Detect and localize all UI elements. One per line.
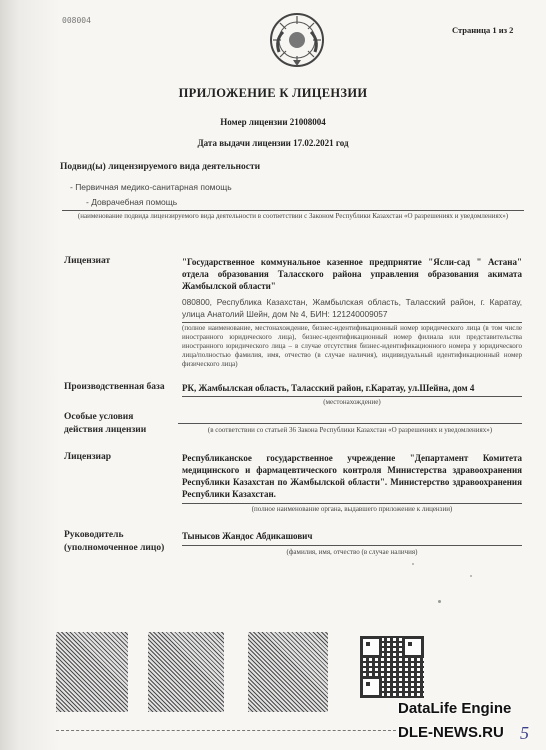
- subtype-item-prehospital: - Доврачебная помощь: [86, 197, 178, 207]
- issue-date: Дата выдачи лицензии 17.02.2021 год: [197, 138, 349, 148]
- divider: [182, 322, 522, 323]
- watermark-line2: DLE-NEWS.RU: [398, 724, 504, 741]
- subtype-item-primary-care: - Первичная медико-санитарная помощь: [70, 182, 232, 192]
- divider: [182, 545, 522, 546]
- scan-speck: [438, 600, 441, 603]
- divider: [182, 396, 522, 397]
- qr-code-icon: [360, 636, 424, 698]
- licensee-caption: (полное наименование, местонахождение, бизнес-идентификационный номер юридического лица (в том числе иностранного юридического лица), бизнес-идентификационный номер филиала или представительства иностранного юридического лица – в случае отсутствия бизнес-идентификационного номера у юридического лица/полностью фамилия, имя, отчество (в случае наличия), индивидуальный идентификационный номер физического лица): [182, 324, 522, 368]
- scan-speck: [412, 563, 414, 565]
- head-label-1: Руководитель: [64, 530, 124, 540]
- document-code: 008004: [62, 16, 91, 25]
- security-pattern-block: [248, 632, 328, 712]
- license-number: Номер лицензии 21008004: [220, 117, 326, 127]
- licensee-name: "Государственное коммунальное казенное предприятие "Ясли-сад " Астана" отдела образования Таласского района управления образования акимата Жамбылской области": [182, 257, 522, 291]
- production-base-value: РК, Жамбылская область, Таласский район, г.Каратау, ул.Шейна, дом 4: [182, 383, 475, 393]
- divider: [62, 210, 524, 211]
- head-value: Тынысов Жандос Абдикашович: [182, 531, 313, 541]
- licensor-caption: (полное наименование органа, выдавшего приложение к лицензии): [251, 505, 453, 513]
- licensor-label: Лицензиар: [64, 452, 112, 462]
- subtype-caption: (наименование подвида лицензируемого вида деятельности в соответствии с Законом Республики Казахстан «О разрешениях и уведомлениях»): [77, 212, 509, 220]
- licensee-label: Лицензиат: [64, 256, 111, 266]
- divider: [182, 503, 522, 504]
- production-base-caption: (местонахождение): [323, 398, 381, 406]
- subtype-heading: Подвид(ы) лицензируемого вида деятельности: [60, 162, 261, 172]
- page-counter: Страница 1 из 2: [452, 25, 514, 35]
- security-pattern-block: [148, 632, 224, 712]
- document-title: ПРИЛОЖЕНИЕ К ЛИЦЕНЗИИ: [178, 86, 368, 100]
- special-conditions-label-1: Особые условия: [64, 412, 134, 422]
- licensee-address: 080800, Республика Казахстан, Жамбылская область, Таласский район, г. Каратау, улица Анатолий Шейн, дом № 4, БИН: 121240009057: [182, 297, 522, 319]
- security-pattern-block: [56, 632, 128, 712]
- footer-line: [56, 730, 396, 731]
- head-caption: (фамилия, имя, отчество (в случае наличия): [286, 548, 418, 556]
- handwritten-page-mark: 5: [520, 723, 529, 743]
- head-label-2: (уполномоченное лицо): [64, 543, 165, 553]
- licensor-value: Республиканское государственное учреждение "Департамент Комитета медицинского и фармацевтического контроля Министерства здравоохранения Республики Казахстан по Жамбылской области". Министерство здравоохранения Республики Казахстан.: [182, 453, 522, 499]
- special-conditions-label-2: действия лицензии: [64, 425, 147, 435]
- production-base-label: Производственная база: [64, 382, 165, 392]
- state-emblem-icon: [269, 12, 325, 68]
- divider: [178, 423, 522, 424]
- scan-speck: [470, 575, 472, 577]
- watermark-line1: DataLife Engine: [398, 700, 512, 717]
- special-conditions-caption: (в соответствии со статьей 36 Закона Республики Казахстан «О разрешениях и уведомлениях»): [207, 426, 493, 434]
